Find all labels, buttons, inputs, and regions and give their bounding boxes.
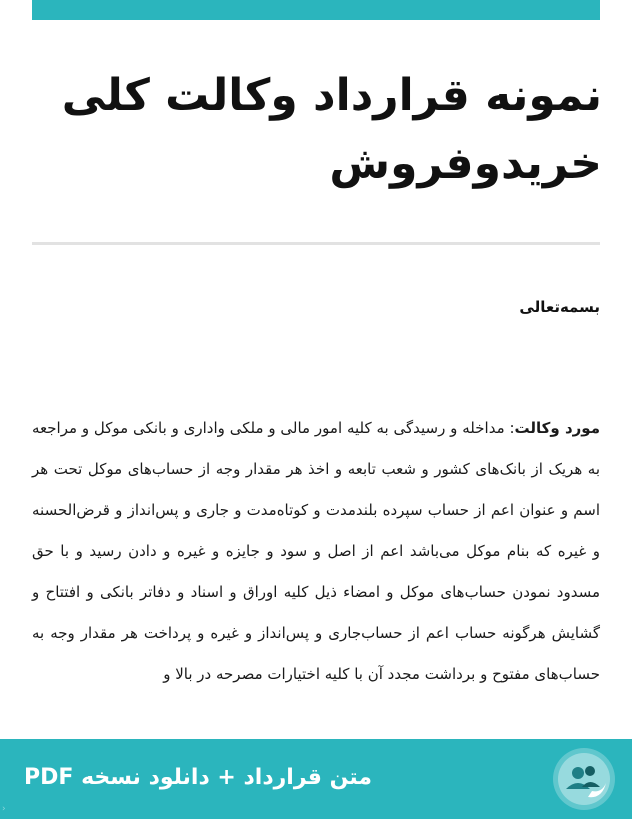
top-accent-bar xyxy=(32,0,600,20)
users-logo-icon xyxy=(552,747,616,811)
title-divider xyxy=(32,242,600,245)
page-title: نمونه قرارداد وکالت کلی خریدوفروش xyxy=(61,70,602,189)
salutation: بسمه‌تعالی xyxy=(519,298,600,316)
corner-mark: › xyxy=(2,804,6,814)
body-text: مداخله و رسیدگی به کلیه امور مالی و ملکی واداری و بانکی موکل و مراجعه به هریک از بانک‌های کشور و شعب تابعه و اخذ هر مقدار وجه از حساب‌های موکل تحت هر اسم و عنوان اعم از حساب سپرده بلندمدت و کوتاه‌مدت و جاری و پس‌انداز و قرض‌الحسنه و غیره که بنام موکل می‌باشد اعم از اصل و سود و جایزه و غیره و دادن رسید و با حق مسدود نمودن حساب‌های موکل و امضاء ذیل کلیه اوراق و اسناد و دفاتر بانکی و افتتاح و گشایش هرگونه حساب اعم از حساب‌جاری و پس‌انداز و غیره و پرداخت هر مقدار وجه به حساب‌های مفتوح و برداشت مجدد آن با کلیه اختیارات مصرحه در بالا و xyxy=(32,419,600,683)
contract-body-paragraph xyxy=(32,408,600,695)
download-pdf-link[interactable]: متن قرارداد + دانلود نسخه PDF xyxy=(24,765,372,790)
body-label: مورد وکالت xyxy=(514,419,600,437)
body-colon: : xyxy=(504,419,515,437)
download-footer-banner[interactable] xyxy=(0,739,632,819)
